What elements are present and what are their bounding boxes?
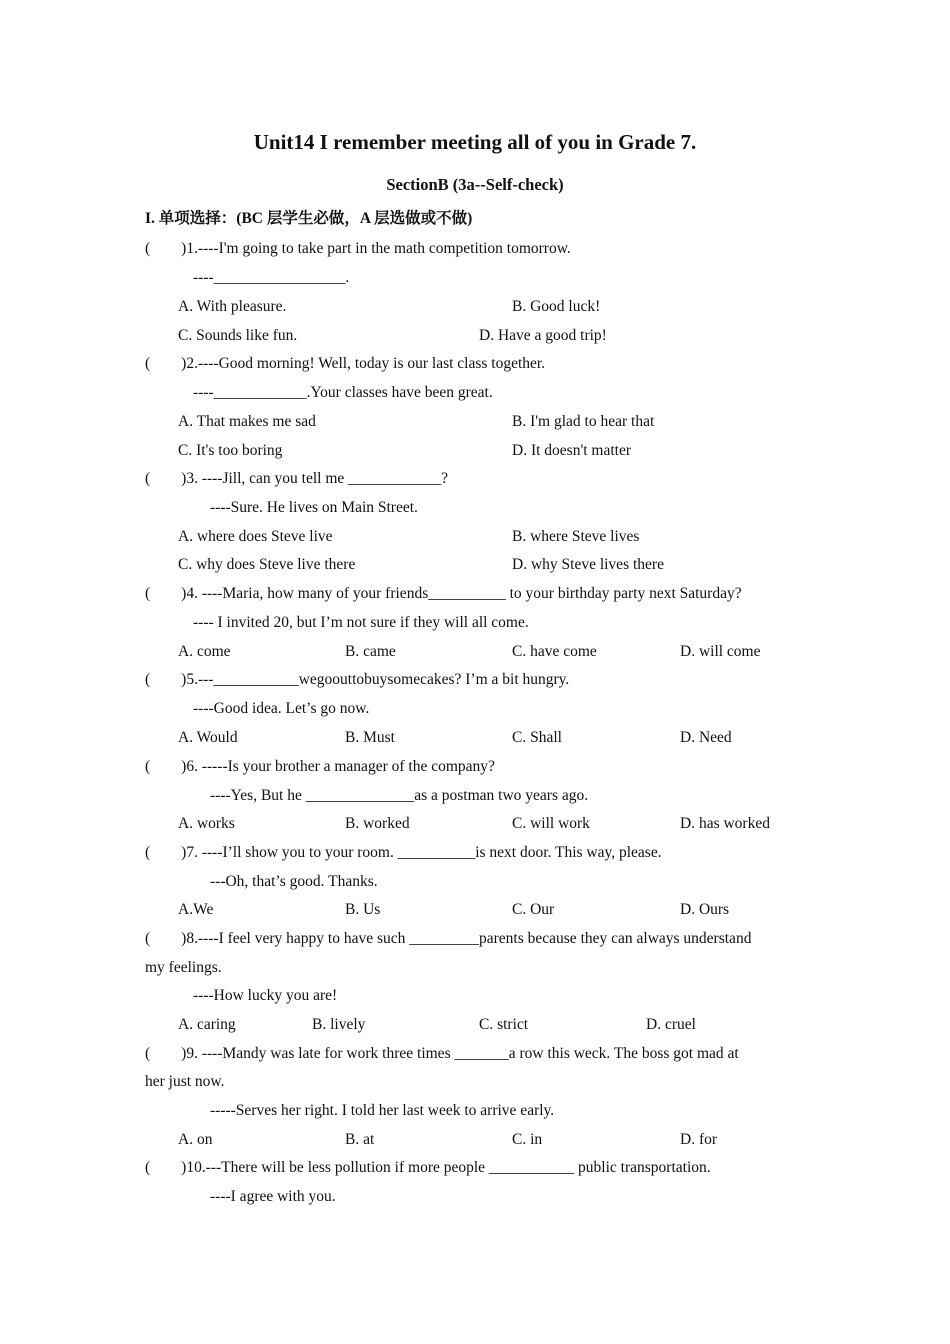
question-8-option-c: C. strict — [479, 1016, 529, 1033]
question-1-option-d: D. Have a good trip! — [479, 327, 607, 344]
question-8-stem-continued: my feelings. — [145, 959, 222, 976]
question-3-reply: ----Sure. He lives on Main Street. — [210, 499, 418, 516]
question-9-option-d: D. for — [680, 1131, 718, 1148]
question-2-option-c: C. It's too boring — [178, 442, 283, 459]
question-1-option-c: C. Sounds like fun. — [178, 327, 298, 344]
question-9-option-a: A. on — [178, 1131, 213, 1148]
question-2-option-d: D. It doesn't matter — [512, 442, 632, 459]
question-6-reply: ----Yes, But he ______________as a postman two years ago. — [210, 787, 589, 804]
question-7-option-c: C. Our — [512, 901, 555, 918]
question-4-option-a: A. come — [178, 643, 231, 660]
question-3-option-c: C. why does Steve live there — [178, 556, 356, 573]
question-7-option-a: A.We — [178, 901, 214, 918]
question-8-option-a: A. caring — [178, 1016, 236, 1033]
question-3-option-d: D. why Steve lives there — [512, 556, 664, 573]
question-5-option-c: C. Shall — [512, 729, 562, 746]
question-1-reply: ----_________________. — [193, 269, 350, 286]
question-8-option-b: B. lively — [312, 1016, 366, 1033]
question-5-option-a: A. Would — [178, 729, 238, 746]
question-1-stem: ( )1.----I'm going to take part in the math competition tomorrow. — [145, 240, 571, 257]
question-7-option-d: D. Ours — [680, 901, 730, 918]
question-2-reply: ----____________.Your classes have been great. — [193, 384, 493, 401]
question-9-stem: ( )9. ----Mandy was late for work three times _______a row this weck. The boss got mad at — [145, 1045, 739, 1062]
question-8-option-d: D. cruel — [646, 1016, 696, 1033]
question-7-option-b: B. Us — [345, 901, 381, 918]
question-4-option-d: D. will come — [680, 643, 761, 660]
page-subtitle: SectionB (3a--Self-check) — [386, 175, 564, 194]
question-10-stem: ( )10.---There will be less pollution if more people ___________ public transportation. — [145, 1159, 711, 1176]
question-5-option-d: D. Need — [680, 729, 732, 746]
question-3-option-a: A. where does Steve live — [178, 528, 333, 545]
page-title: Unit14 I remember meeting all of you in Grade 7. — [253, 130, 697, 154]
question-1-option-a: A. With pleasure. — [178, 298, 287, 315]
question-6-option-b: B. worked — [345, 815, 410, 832]
question-4-reply: ---- I invited 20, but I’m not sure if they will all come. — [193, 614, 529, 631]
question-8-reply: ----How lucky you are! — [193, 987, 338, 1004]
question-5-stem: ( )5.---___________wegoouttobuysomecakes? I’m a bit hungry. — [145, 671, 570, 688]
question-6-option-c: C. will work — [512, 815, 590, 832]
question-10-reply: ----I agree with you. — [210, 1188, 336, 1205]
question-9-reply: -----Serves her right. I told her last week to arrive early. — [210, 1102, 555, 1119]
question-5-reply: ----Good idea. Let’s go now. — [193, 700, 370, 717]
question-5-option-b: B. Must — [345, 729, 395, 746]
question-6-option-d: D. has worked — [680, 815, 770, 832]
question-3-option-b: B. where Steve lives — [512, 528, 640, 545]
question-7-reply: ---Oh, that’s good. Thanks. — [210, 873, 378, 890]
question-8-stem: ( )8.----I feel very happy to have such _________parents because they can always understand — [145, 930, 752, 947]
question-7-stem: ( )7. ----I’ll show you to your room. __________is next door. This way, please. — [145, 844, 662, 861]
question-2-option-b: B. I'm glad to hear that — [512, 413, 655, 430]
question-9-option-b: B. at — [345, 1131, 375, 1148]
question-9-stem-continued: her just now. — [145, 1073, 225, 1090]
question-6-option-a: A. works — [178, 815, 235, 832]
question-3-stem: ( )3. ----Jill, can you tell me ____________? — [145, 470, 449, 487]
question-4-option-b: B. came — [345, 643, 396, 660]
question-6-stem: ( )6. -----Is your brother a manager of the company? — [145, 758, 495, 775]
question-2-option-a: A. That makes me sad — [178, 413, 316, 430]
question-4-stem: ( )4. ----Maria, how many of your friends__________ to your birthday party next Saturday? — [145, 585, 742, 602]
section-heading: I. 单项选择：(BC 层学生必做，A 层选做或不做) — [145, 210, 473, 227]
question-2-stem: ( )2.----Good morning! Well, today is our last class together. — [145, 355, 546, 372]
question-9-option-c: C. in — [512, 1131, 543, 1148]
question-4-option-c: C. have come — [512, 643, 597, 660]
question-1-option-b: B. Good luck! — [512, 298, 601, 315]
